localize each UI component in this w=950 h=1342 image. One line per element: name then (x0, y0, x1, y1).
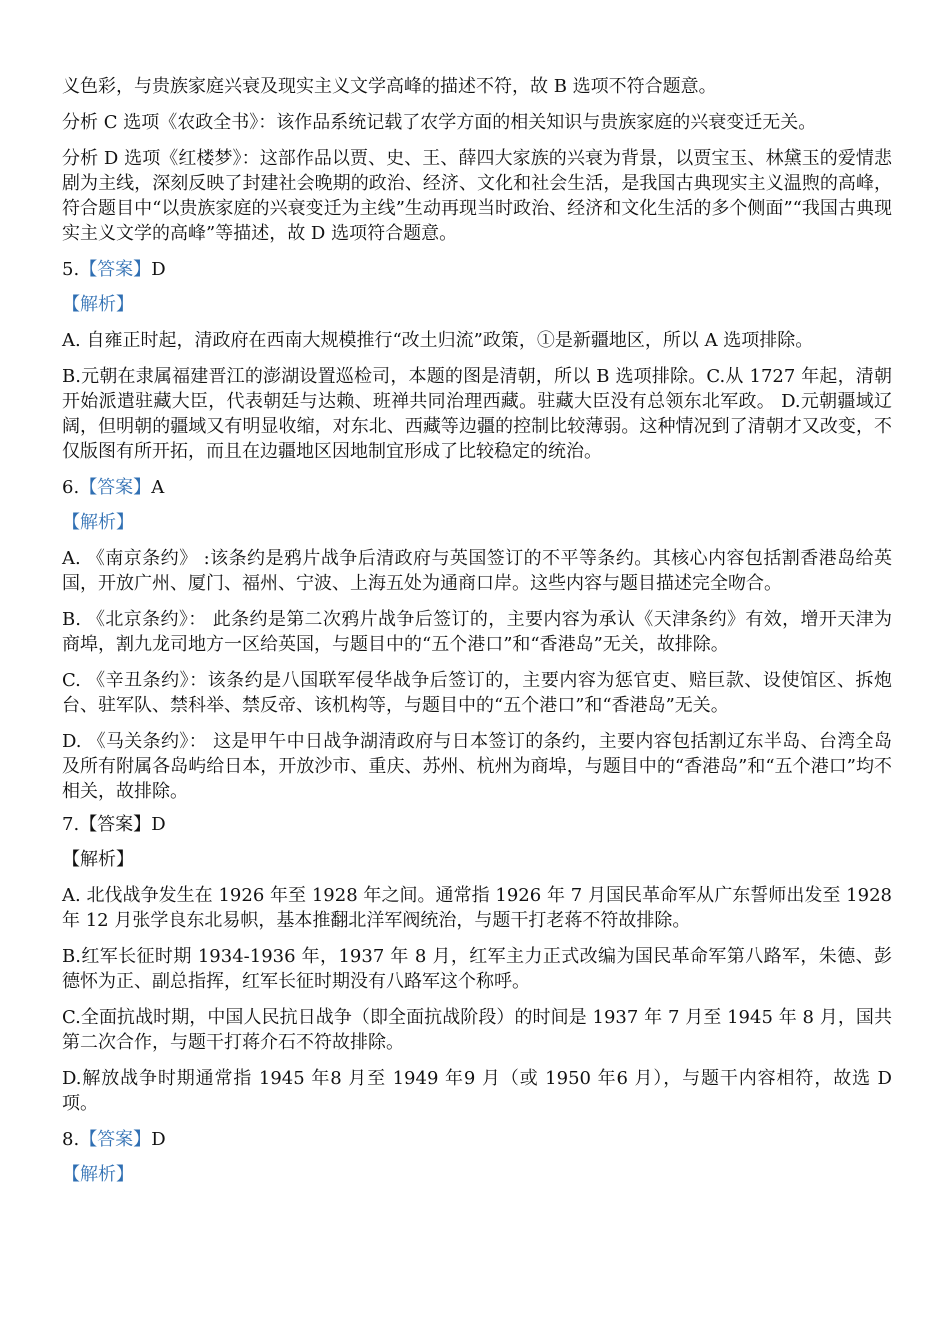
paragraph: C. 《辛丑条约》：该条约是八国联军侵华战争后签订的，主要内容为惩官吏、赔巨款、设使馆区、拆炮台、驻军队、禁科举、禁反帝、该机构等，与题目中的“五个港口”和“香港岛”无关。 (62, 670, 892, 716)
paragraph: A. 自雍正时起，清政府在西南大规模推行“改土归流”政策，①是新疆地区，所以 A 选项排除。 (62, 330, 814, 351)
answer-line-8 (62, 1127, 892, 1152)
answer-line-5 (62, 257, 892, 282)
answer-tag: 【答案】 (79, 477, 152, 498)
answer-tag: 【答案】 (79, 1129, 152, 1150)
paragraph: A. 北伐战争发生在 1926 年至 1928 年之间。通常指 1926 年 7 月国民革命军从广东誓师出发至 1928 年 12 月张学良东北易帜，基本推翻北洋军阀统治，与题干打老蒋不符故排除。 (62, 885, 892, 931)
answer-line-7 (62, 812, 892, 837)
analysis-label: 【解析】 (62, 1164, 134, 1185)
answer-value: A (151, 477, 165, 498)
answer-value: D (151, 259, 166, 280)
paragraph: 分析 C 选项《农政全书》：该作品系统记载了农学方面的相关知识与贵族家庭的兴衰变迁无关。 (62, 112, 817, 133)
analysis-label: 【解析】 (62, 294, 134, 315)
question-number: 8. (62, 1129, 80, 1150)
paragraph: 义色彩，与贵族家庭兴衰及现实主义文学高峰的描述不符，故 B 选项不符合题意。 (62, 76, 717, 97)
question-number: 6. (62, 477, 80, 498)
paragraph: 分析 D 选项《红楼梦》：这部作品以贾、史、王、薛四大家族的兴衰为背景，以贾宝玉、林黛玉的爱情悲剧为主线，深刻反映了封建社会晚期的政治、经济、文化和社会生活，是我国古典现实主义温煦的高峰，符合题目中“以贵族家庭的兴衰变迁为主线”生动再现当时政治、经济和文化生活的多个侧面”“我国古典现实主义文学的高峰”等描述，故 D 选项符合题意。 (62, 148, 892, 244)
document-page (62, 74, 892, 1198)
paragraph: B.红军长征时期 1934-1936 年，1937 年 8 月，红军主力正式改编为国民革命军第八路军，朱德、彭德怀为正、副总指挥，红军长征时期没有八路军这个称呼。 (62, 946, 892, 992)
paragraph: B.元朝在隶属福建晋江的澎湖设置巡检司，本题的图是清朝，所以 B 选项排除。C.从 1727 年起，清朝开始派遣驻藏大臣，代表朝廷与达赖、班禅共同治理西藏。驻藏大臣没有总领东北军政。 D.元朝疆域辽阔，但明朝的疆域又有明显收缩，对东北、西藏等边疆的控制比较薄弱。这种情况到了清朝才又改变，不仅版图有所开拓，而且在边疆地区因地制宜形成了比较稳定的统治。 (62, 366, 892, 462)
paragraph: D. 《马关条约》： 这是甲午中日战争湖清政府与日本签订的条约，主要内容包括割辽东半岛、台湾全岛及所有附属各岛屿给日本，开放沙市、重庆、苏州、杭州为商埠，与题目中的“香港岛”和“五个港口”均不相关，故排除。 (62, 731, 892, 802)
answer-value: D (151, 814, 166, 835)
paragraph: D.解放战争时期通常指 1945 年8 月至 1949 年9 月（或 1950 年6 月），与题干内容相符，故选 D 项。 (62, 1068, 892, 1114)
answer-value: D (151, 1129, 166, 1150)
paragraph: C.全面抗战时期，中国人民抗日战争（即全面抗战阶段）的时间是 1937 年 7 月至 1945 年 8 月，国共第二次合作，与题干打蒋介石不符故排除。 (62, 1007, 892, 1053)
answer-tag: 【答案】 (79, 814, 152, 835)
analysis-label: 【解析】 (62, 849, 134, 870)
analysis-label: 【解析】 (62, 512, 134, 533)
paragraph: B. 《北京条约》： 此条约是第二次鸦片战争后签订的，主要内容为承认《天津条约》有效，增开天津为商埠，割九龙司地方一区给英国，与题目中的“五个港口”和“香港岛”无关，故排除。 (62, 609, 892, 655)
paragraph: A. 《南京条约》 :该条约是鸦片战争后清政府与英国签订的不平等条约。其核心内容包括割香港岛给英国，开放广州、厦门、福州、宁波、上海五处为通商口岸。这些内容与题目描述完全吻合。 (62, 548, 892, 594)
question-number: 5. (62, 259, 80, 280)
question-number: 7. (62, 814, 80, 835)
answer-line-6 (62, 475, 892, 500)
answer-tag: 【答案】 (79, 259, 152, 280)
